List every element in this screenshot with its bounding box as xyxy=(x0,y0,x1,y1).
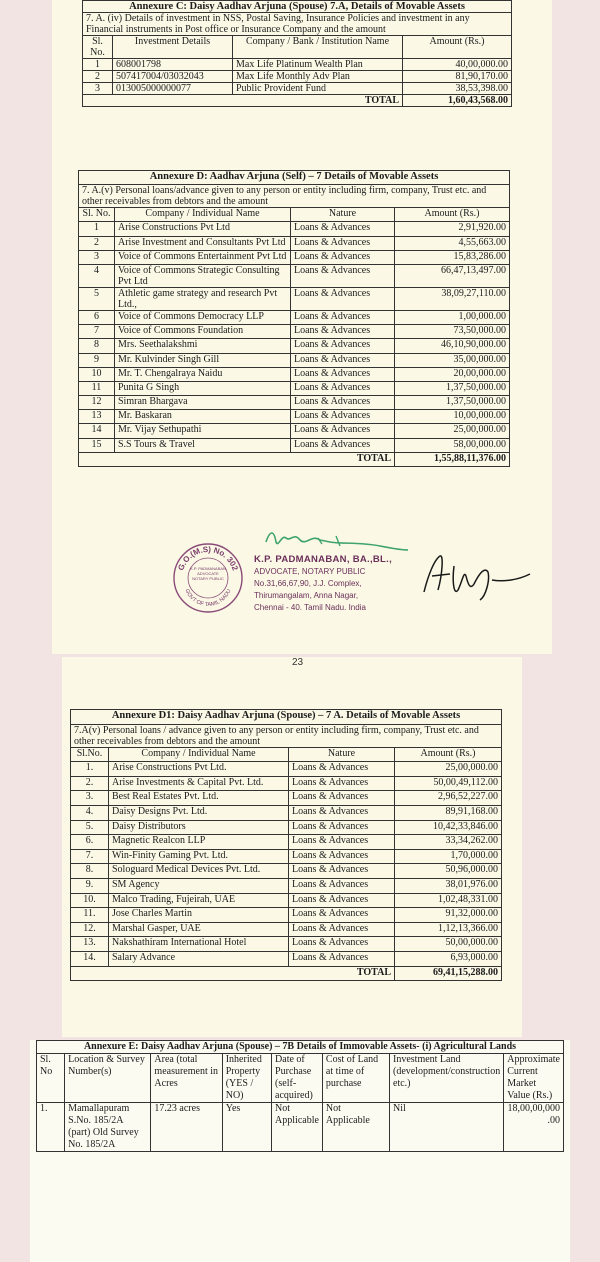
table-row xyxy=(71,835,502,850)
table-row xyxy=(79,410,510,424)
table-cell: Loans & Advances xyxy=(289,893,395,908)
table-row xyxy=(83,59,512,71)
table-cell: Arise Investment and Consultants Pvt Ltd xyxy=(115,236,291,250)
table-cell: Loans & Advances xyxy=(289,951,395,966)
table-row xyxy=(71,820,502,835)
table-cell: 1,12,13,366.00 xyxy=(395,922,502,937)
black-signature xyxy=(414,546,534,606)
table-cell: Loans & Advances xyxy=(289,908,395,923)
table-cell: 9. xyxy=(71,878,109,893)
table-cell: 12 xyxy=(79,396,115,410)
table-cell: Loans & Advances xyxy=(291,250,395,264)
table-row xyxy=(71,791,502,806)
col-header-nature: Nature xyxy=(289,747,395,762)
table-cell: 2,96,52,227.00 xyxy=(395,791,502,806)
table-cell: 40,00,000.00 xyxy=(403,59,512,71)
table-cell: Loans & Advances xyxy=(291,410,395,424)
table-row xyxy=(71,893,502,908)
table-cell: Win-Finity Gaming Pvt. Ltd. xyxy=(109,849,289,864)
col-header-amount: Amount (Rs.) xyxy=(395,208,510,222)
table-cell: 38,53,398.00 xyxy=(403,83,512,95)
table-cell: 20,00,000.00 xyxy=(395,367,510,381)
table-cell: 1 xyxy=(79,222,115,236)
table-cell: Mrs. Seethalakshmi xyxy=(115,339,291,353)
table-cell: 013005000000077 xyxy=(113,83,233,95)
table-cell: Not Applicable xyxy=(322,1103,389,1152)
document-page-22 xyxy=(52,0,552,654)
table-cell: Athletic game strategy and research Pvt Ltd., xyxy=(115,287,291,310)
table-cell: 17.23 acres xyxy=(151,1103,222,1152)
table-row xyxy=(71,776,502,791)
annexure-e-table xyxy=(36,1040,564,1152)
col-header-investment: Investment Details xyxy=(113,36,233,59)
table-cell: 10,42,33,846.00 xyxy=(395,820,502,835)
annexure-d1-table xyxy=(70,709,502,981)
table-row xyxy=(83,83,512,95)
seal-bottom-text: GOVT OF TAMIL NADU xyxy=(183,588,233,609)
table-cell: 10. xyxy=(71,893,109,908)
table-cell: Loans & Advances xyxy=(289,805,395,820)
annexure-d-description: 7. A.(v) Personal loans/advance given to any person or entity including firm, company, Trust etc. and other receivables from debtors and the amount xyxy=(79,185,510,208)
table-row xyxy=(83,71,512,83)
notary-address-2: Thirumangalam, Anna Nagar, xyxy=(254,591,359,600)
table-cell: Loans & Advances xyxy=(289,791,395,806)
annexure-d1-description: 7.A(v) Personal loans / advance given to any person or entity including firm, company, Trust etc. and other receivables from debtors and the amount xyxy=(71,724,502,747)
table-cell: Nil xyxy=(390,1103,504,1152)
table-row xyxy=(79,424,510,438)
annexure-d1-total-label: TOTAL xyxy=(71,966,395,981)
notary-seal xyxy=(172,542,244,614)
table-row xyxy=(71,762,502,777)
table-cell: 11. xyxy=(71,908,109,923)
table-cell: Loans & Advances xyxy=(289,776,395,791)
annexure-d1-total-value: 69,41,15,288.00 xyxy=(395,966,502,981)
table-cell: Sologuard Medical Devices Pvt. Ltd. xyxy=(109,864,289,879)
table-cell: 9 xyxy=(79,353,115,367)
table-cell: SM Agency xyxy=(109,878,289,893)
table-cell: Loans & Advances xyxy=(291,222,395,236)
seal-top-text: G.O.(M.S) No. 302 xyxy=(176,544,240,572)
table-cell: Voice of Commons Democracy LLP xyxy=(115,310,291,324)
table-cell: 18,00,00,000 .00 xyxy=(504,1103,564,1152)
table-cell: Max Life Monthly Adv Plan xyxy=(233,71,403,83)
table-cell: 5. xyxy=(71,820,109,835)
table-cell: 38,01,976.00 xyxy=(395,878,502,893)
table-cell: Loans & Advances xyxy=(289,835,395,850)
annexure-d-title: Annexure D: Aadhav Arjuna (Self) – 7 Details of Movable Assets xyxy=(79,171,510,185)
table-cell: 1,02,48,331.00 xyxy=(395,893,502,908)
table-cell: Loans & Advances xyxy=(291,287,395,310)
table-row xyxy=(79,222,510,236)
table-cell: 507417004/03032043 xyxy=(113,71,233,83)
table-cell: 1,37,50,000.00 xyxy=(395,381,510,395)
table-cell: Salary Advance xyxy=(109,951,289,966)
table-cell: Max Life Platinum Wealth Plan xyxy=(233,59,403,71)
table-row xyxy=(79,310,510,324)
annexure-d-total-value: 1,55,88,11,376.00 xyxy=(395,452,510,466)
annexure-e-title: Annexure E: Daisy Aadhav Arjuna (Spouse) – 7B Details of Immovable Assets- (i) Agricultural Lands xyxy=(37,1041,564,1054)
col-header-area: Area (total measurement in Acres xyxy=(151,1054,222,1103)
notary-name: K.P. PADMANABAN, BA.,BL., xyxy=(254,554,393,565)
table-row xyxy=(71,864,502,879)
table-cell: 81,90,170.00 xyxy=(403,71,512,83)
table-cell: Loans & Advances xyxy=(289,864,395,879)
document-page-23 xyxy=(62,657,522,1037)
table-cell: 6. xyxy=(71,835,109,850)
table-cell: 1. xyxy=(71,762,109,777)
table-cell: 13. xyxy=(71,937,109,952)
table-cell: 8. xyxy=(71,864,109,879)
table-cell: 35,00,000.00 xyxy=(395,353,510,367)
col-header-name: Company / Individual Name xyxy=(115,208,291,222)
table-cell: 50,00,000.00 xyxy=(395,937,502,952)
table-cell: 50,00,49,112.00 xyxy=(395,776,502,791)
col-header-amount: Amount (Rs.) xyxy=(403,36,512,59)
seal-inner-text: K.P. PADMANABAN ADVOCATE NOTARY PUBLIC xyxy=(190,566,226,581)
table-cell: Loans & Advances xyxy=(291,339,395,353)
table-row xyxy=(79,339,510,353)
table-cell: Malco Trading, Fujeirah, UAE xyxy=(109,893,289,908)
table-cell: 4,55,663.00 xyxy=(395,236,510,250)
annexure-d-total-label: TOTAL xyxy=(79,452,395,466)
notary-block xyxy=(254,554,392,614)
notary-address-3: Chennai - 40. Tamil Nadu. India xyxy=(254,603,366,612)
table-row xyxy=(79,438,510,452)
table-cell: 13 xyxy=(79,410,115,424)
table-cell: 7 xyxy=(79,325,115,339)
table-cell: Punita G Singh xyxy=(115,381,291,395)
table-cell: 2. xyxy=(71,776,109,791)
table-cell: Magnetic Realcon LLP xyxy=(109,835,289,850)
table-row xyxy=(71,951,502,966)
table-row xyxy=(79,236,510,250)
table-row xyxy=(71,922,502,937)
table-cell: 91,32,000.00 xyxy=(395,908,502,923)
table-cell: Mr. Kulvinder Singh Gill xyxy=(115,353,291,367)
table-cell: 10 xyxy=(79,367,115,381)
col-header-slno: Sl. No. xyxy=(83,36,113,59)
table-cell: Daisy Designs Pvt. Ltd. xyxy=(109,805,289,820)
table-cell: S.S Tours & Travel xyxy=(115,438,291,452)
table-cell: 46,10,90,000.00 xyxy=(395,339,510,353)
table-cell: 8 xyxy=(79,339,115,353)
notary-address-1: No.31,66,67,90, J.J. Complex, xyxy=(254,579,362,588)
table-cell: Loans & Advances xyxy=(291,264,395,287)
table-cell: Voice of Commons Strategic Consulting Pvt Ltd xyxy=(115,264,291,287)
table-cell: Loans & Advances xyxy=(291,381,395,395)
table-cell: 2 xyxy=(79,236,115,250)
table-row xyxy=(79,367,510,381)
table-cell: 10,00,000.00 xyxy=(395,410,510,424)
table-cell: Loans & Advances xyxy=(291,353,395,367)
annexure-c-total-value: 1,60,43,568.00 xyxy=(403,95,512,107)
col-header-investment: Investment Land (development/construction etc.) xyxy=(390,1054,504,1103)
table-cell: 3 xyxy=(83,83,113,95)
table-cell: Loans & Advances xyxy=(291,424,395,438)
table-cell: 38,09,27,110.00 xyxy=(395,287,510,310)
table-cell: 4. xyxy=(71,805,109,820)
table-cell: Yes xyxy=(222,1103,271,1152)
table-row xyxy=(71,849,502,864)
table-cell: Arise Constructions Pvt Ltd. xyxy=(109,762,289,777)
table-row xyxy=(79,381,510,395)
col-header-slno: Sl. No. xyxy=(79,208,115,222)
document-page-24 xyxy=(30,1040,570,1262)
table-row xyxy=(71,908,502,923)
table-cell: 5 xyxy=(79,287,115,310)
table-cell: Loans & Advances xyxy=(289,878,395,893)
table-cell: 3. xyxy=(71,791,109,806)
table-row xyxy=(79,396,510,410)
table-cell: 1,70,000.00 xyxy=(395,849,502,864)
table-cell: Marshal Gasper, UAE xyxy=(109,922,289,937)
annexure-c-title: Annexure C: Daisy Aadhav Arjuna (Spouse) 7.A, Details of Movable Assets xyxy=(83,1,512,13)
table-row xyxy=(79,264,510,287)
table-cell: Mr. Baskaran xyxy=(115,410,291,424)
table-cell: 14 xyxy=(79,424,115,438)
table-cell: 7. xyxy=(71,849,109,864)
col-header-inherited: Inherited Property (YES / NO) xyxy=(222,1054,271,1103)
table-cell: Loans & Advances xyxy=(291,310,395,324)
table-cell: 14. xyxy=(71,951,109,966)
table-row xyxy=(79,325,510,339)
table-cell: 3 xyxy=(79,250,115,264)
green-signature xyxy=(260,524,410,554)
table-cell: Mr. Vijay Sethupathi xyxy=(115,424,291,438)
table-cell: 33,34,262.00 xyxy=(395,835,502,850)
table-cell: Loans & Advances xyxy=(291,325,395,339)
table-cell: Arise Investments & Capital Pvt. Ltd. xyxy=(109,776,289,791)
notary-role: ADVOCATE, NOTARY PUBLIC xyxy=(254,567,366,576)
table-cell: Loans & Advances xyxy=(289,937,395,952)
table-cell: 1,37,50,000.00 xyxy=(395,396,510,410)
table-cell: Jose Charles Martin xyxy=(109,908,289,923)
col-header-slno: Sl.No. xyxy=(71,747,109,762)
table-cell: 6,93,000.00 xyxy=(395,951,502,966)
table-cell: Loans & Advances xyxy=(291,396,395,410)
annexure-d1-title: Annexure D1: Daisy Aadhav Arjuna (Spouse) – 7 A. Details of Movable Assets xyxy=(71,710,502,725)
table-cell: 2,91,920.00 xyxy=(395,222,510,236)
table-cell: 73,50,000.00 xyxy=(395,325,510,339)
table-cell: 1. xyxy=(37,1103,65,1152)
col-header-date-purchase: Date of Purchase (self-acquired) xyxy=(272,1054,323,1103)
table-cell: Voice of Commons Entertainment Pvt Ltd xyxy=(115,250,291,264)
table-row xyxy=(71,805,502,820)
table-cell: 608001798 xyxy=(113,59,233,71)
annexure-c-description: 7. A. (iv) Details of investment in NSS, Postal Saving, Insurance Policies and investment in any Financial instruments in Post office or Insurance Company and the amount xyxy=(83,13,512,36)
table-cell: Loans & Advances xyxy=(291,367,395,381)
annexure-d-table xyxy=(78,170,510,467)
table-cell: Mamallapuram S.No. 185/2A (part) Old Survey No. 185/2A xyxy=(65,1103,151,1152)
table-cell: 58,00,000.00 xyxy=(395,438,510,452)
col-header-name: Company / Individual Name xyxy=(109,747,289,762)
table-row xyxy=(37,1103,564,1152)
table-cell: Voice of Commons Foundation xyxy=(115,325,291,339)
col-header-slno: Sl. No xyxy=(37,1054,65,1103)
col-header-cost: Cost of Land at time of purchase xyxy=(322,1054,389,1103)
table-row xyxy=(71,878,502,893)
table-cell: Loans & Advances xyxy=(289,922,395,937)
table-cell: Loans & Advances xyxy=(289,762,395,777)
table-cell: 89,91,168.00 xyxy=(395,805,502,820)
table-cell: Daisy Distributors xyxy=(109,820,289,835)
table-cell: Best Real Estates Pvt. Ltd. xyxy=(109,791,289,806)
table-cell: Loans & Advances xyxy=(291,438,395,452)
table-row xyxy=(79,353,510,367)
table-cell: 15,83,286.00 xyxy=(395,250,510,264)
col-header-location: Location & Survey Number(s) xyxy=(65,1054,151,1103)
col-header-company: Company / Bank / Institution Name xyxy=(233,36,403,59)
table-cell: Loans & Advances xyxy=(289,849,395,864)
table-cell: 25,00,000.00 xyxy=(395,424,510,438)
table-cell: Public Provident Fund xyxy=(233,83,403,95)
col-header-amount: Amount (Rs.) xyxy=(395,747,502,762)
table-cell: Simran Bhargava xyxy=(115,396,291,410)
annexure-c-total-label: TOTAL xyxy=(83,95,403,107)
table-row xyxy=(71,937,502,952)
table-cell: 1 xyxy=(83,59,113,71)
table-cell: Nakshathiram International Hotel xyxy=(109,937,289,952)
table-cell: 11 xyxy=(79,381,115,395)
table-cell: 50,96,000.00 xyxy=(395,864,502,879)
table-cell: Mr. T. Chengalraya Naidu xyxy=(115,367,291,381)
table-cell: 4 xyxy=(79,264,115,287)
table-cell: 15 xyxy=(79,438,115,452)
table-cell: 66,47,13,497.00 xyxy=(395,264,510,287)
table-cell: 2 xyxy=(83,71,113,83)
table-cell: 1,00,000.00 xyxy=(395,310,510,324)
table-cell: Loans & Advances xyxy=(289,820,395,835)
page-number: 23 xyxy=(292,657,304,668)
annexure-c-table xyxy=(82,0,512,107)
table-row xyxy=(79,287,510,310)
table-cell: Not Applicable xyxy=(272,1103,323,1152)
table-cell: 25,00,000.00 xyxy=(395,762,502,777)
table-cell: Arise Constructions Pvt Ltd xyxy=(115,222,291,236)
col-header-nature: Nature xyxy=(291,208,395,222)
table-row xyxy=(79,250,510,264)
col-header-market-value: Approximate Current Market Value (Rs.) xyxy=(504,1054,564,1103)
table-cell: Loans & Advances xyxy=(291,236,395,250)
table-cell: 12. xyxy=(71,922,109,937)
table-cell: 6 xyxy=(79,310,115,324)
